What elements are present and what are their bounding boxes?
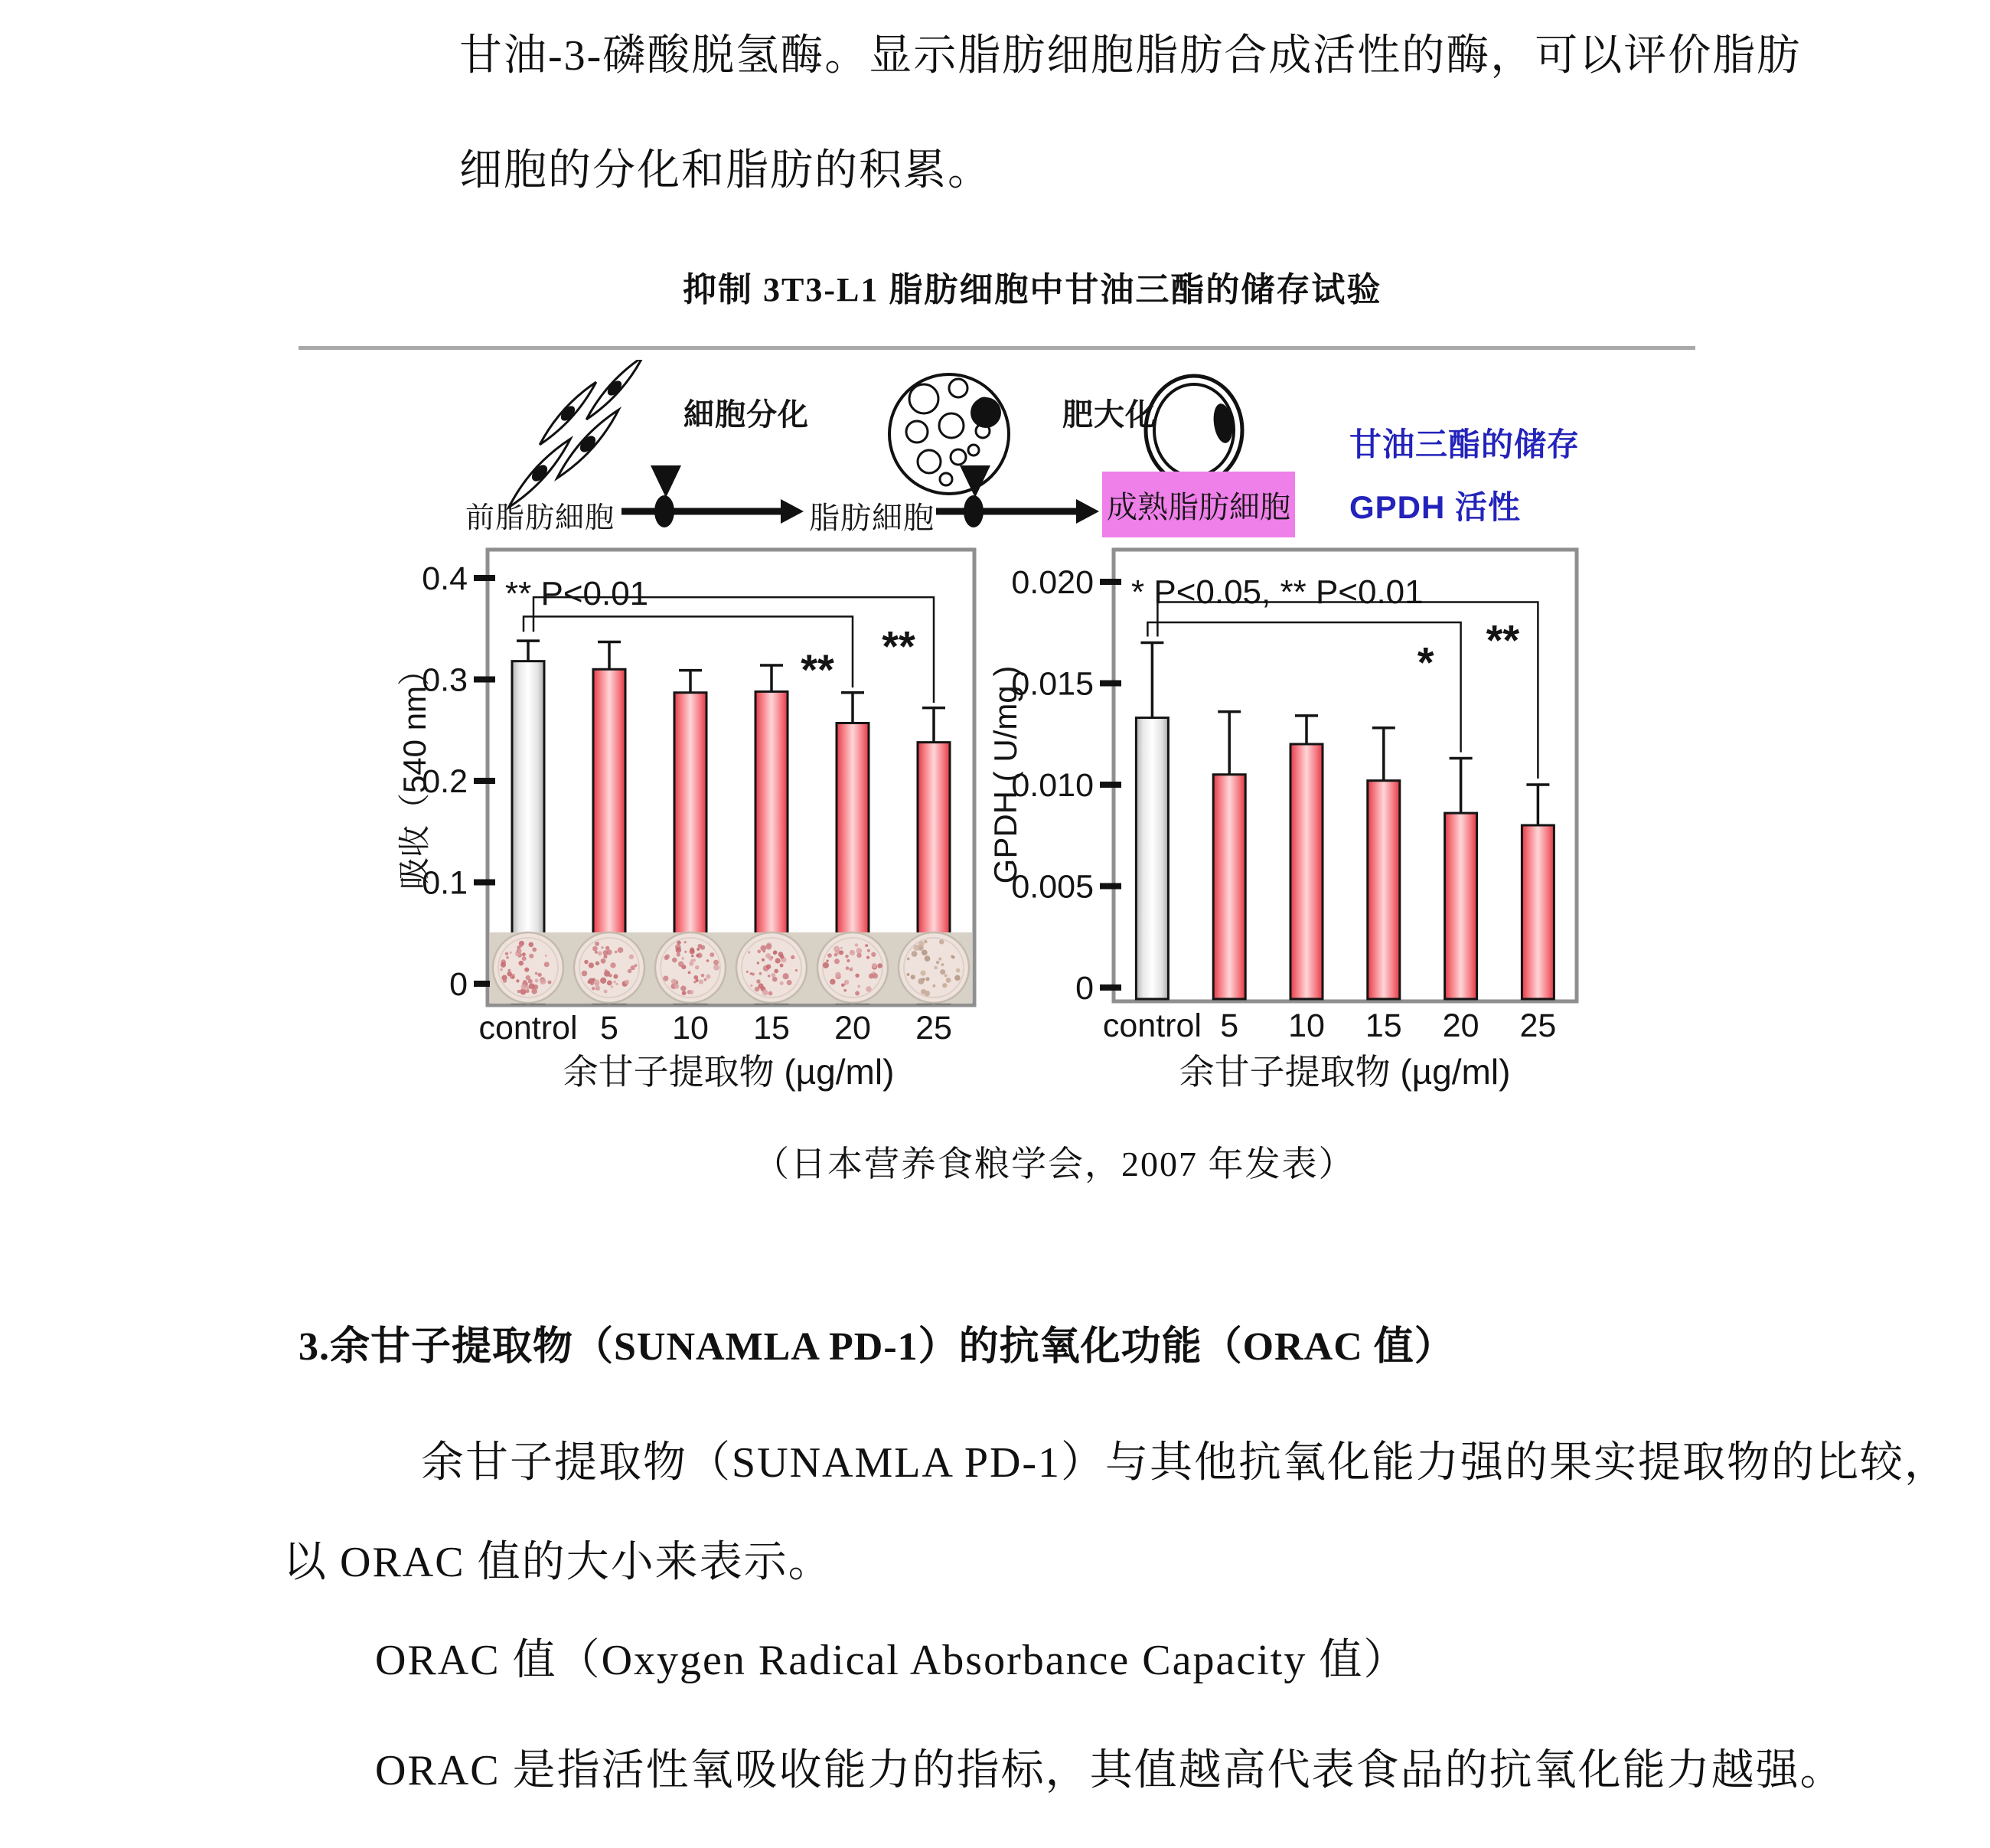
dish-speckle — [780, 981, 784, 985]
dish-speckle — [701, 974, 705, 978]
dish-speckle — [600, 978, 606, 984]
dish-speckle — [846, 966, 850, 970]
dish-speckle — [615, 983, 618, 985]
dish-speckle — [582, 971, 588, 977]
dish-speckle — [941, 963, 944, 966]
dish-speckle — [681, 957, 683, 959]
dish-speckle — [663, 975, 668, 981]
dish-speckle — [850, 967, 853, 969]
dish-speckle — [607, 981, 612, 986]
dish-speckle — [618, 947, 624, 953]
dish-speckle — [683, 941, 686, 943]
dish-speckle — [939, 939, 944, 945]
y-axis-title: GPDH ( U/mg ) — [987, 665, 1023, 884]
dish-speckle — [615, 951, 618, 954]
dish-speckle — [855, 991, 860, 996]
dish-speckle — [522, 956, 527, 961]
dish-speckle — [748, 951, 750, 953]
dish-speckle — [850, 950, 853, 953]
dish-speckle — [528, 942, 533, 948]
x-axis-title: 余甘子提取物 (µg/ml) — [1179, 1052, 1511, 1092]
paragraph-line-4: 以 ORAC 值的大小来表示。 — [283, 1539, 833, 1586]
dish-speckle — [544, 962, 550, 967]
dish-speckle — [594, 980, 599, 985]
arrow2-label: 肥大化 — [1062, 398, 1156, 432]
dish-speckle — [783, 973, 789, 979]
dish-speckle — [628, 969, 631, 973]
dish-speckle — [938, 958, 941, 961]
dish-speckle — [696, 954, 700, 958]
dish-speckle — [674, 984, 679, 989]
dish-speckle — [757, 962, 759, 964]
dish-speckle — [595, 962, 600, 966]
y-axis-tick — [1100, 681, 1121, 687]
dish-speckle — [780, 955, 785, 959]
dish-speckle — [507, 971, 511, 976]
x-tick-label: 10 — [672, 1010, 709, 1046]
dish-speckle — [677, 952, 680, 956]
dish-speckle — [787, 980, 792, 985]
y-tick-label: 0.1 — [422, 864, 468, 902]
y-axis-tick — [474, 778, 495, 784]
dish-speckle — [944, 975, 948, 978]
dish-speckle — [911, 975, 915, 979]
dish-speckle — [500, 968, 503, 971]
dish-speckle — [823, 962, 829, 968]
dish-speckle — [595, 951, 598, 954]
dish-speckle — [791, 955, 794, 959]
paragraph-line-5: ORAC 值（Oxygen Radical Absorbance Capacity 值） — [375, 1637, 1408, 1684]
dish-speckle — [771, 956, 773, 958]
significance-stars: ** — [1486, 615, 1520, 664]
dish-speckle — [690, 948, 694, 952]
y-axis-tick — [1100, 579, 1121, 585]
dish-speckle — [608, 974, 612, 978]
y-axis-tick — [1100, 883, 1121, 890]
dish-speckle — [523, 980, 527, 984]
dish-speckle — [839, 950, 843, 955]
dish-speckle — [873, 965, 876, 968]
stage1-label: 前脂肪細胞 — [465, 502, 615, 534]
dish-speckle — [548, 981, 552, 984]
stage3-highlighted-label: 成熟脂肪細胞 — [1102, 472, 1295, 537]
x-tick-label: 25 — [915, 1010, 952, 1046]
dish-speckle — [592, 987, 595, 991]
dish-speckle — [760, 945, 766, 952]
dish-speckle — [932, 984, 935, 988]
dish-speckle — [830, 979, 836, 985]
y-axis-tick — [474, 880, 495, 886]
dish-speckle — [757, 949, 761, 953]
x-tick-label: 20 — [834, 1010, 871, 1046]
dish-speckle — [524, 968, 529, 972]
x-tick-label: 5 — [600, 1010, 618, 1046]
dish-speckle — [756, 979, 760, 983]
dish-speckle — [689, 962, 693, 966]
dish-speckle — [768, 991, 773, 996]
dish-speckle — [775, 958, 781, 963]
dish-speckle — [526, 990, 530, 994]
dish-speckle — [925, 955, 931, 962]
dish-speckle — [750, 984, 752, 987]
x-tick-label: 15 — [1365, 1007, 1402, 1044]
dish-speckle — [844, 980, 849, 984]
dish-speckle — [765, 944, 772, 950]
differentiation-arrow — [621, 465, 804, 527]
dish-speckle — [512, 976, 514, 978]
figure-top-divider — [298, 346, 1695, 350]
dish-speckle — [693, 975, 698, 980]
paragraph-line-6: ORAC 是指活性氧吸收能力的指标，其值越高代表食品的抗氧化能力越强。 — [375, 1747, 1845, 1794]
bar-10 — [1290, 744, 1323, 999]
dish-speckle — [501, 962, 506, 968]
outcome-label-gpdh: GPDH 活性 — [1349, 489, 1522, 525]
x-tick-label: 15 — [753, 1010, 790, 1046]
dish-speckle — [613, 974, 618, 978]
dish-speckle — [918, 941, 925, 947]
dish-speckle — [505, 952, 509, 956]
figure-caption: （日本营养食粮学会，2007 年发表） — [754, 1144, 1355, 1184]
dish-speckle — [688, 971, 691, 975]
dish-speckle — [857, 985, 860, 988]
dish-speckle — [610, 962, 615, 968]
dish-speckle — [834, 946, 840, 952]
adipocyte-cell-icon — [889, 374, 1009, 494]
arrow2-dot-marker — [964, 495, 984, 527]
dish-speckle — [907, 973, 910, 976]
dish-speckle — [855, 943, 859, 947]
dish-speckle — [589, 962, 594, 968]
y-tick-label: 0.2 — [422, 763, 468, 800]
dish-speckle — [922, 949, 928, 955]
dish-speckle — [671, 979, 677, 984]
dish-speckle — [678, 962, 683, 967]
bar-15 — [1368, 781, 1400, 999]
dish-speckle — [759, 972, 762, 975]
y-tick-label: 0.015 — [1011, 665, 1094, 703]
dish-speckle — [942, 983, 947, 988]
dish-speckle — [522, 952, 526, 956]
dish-speckle — [611, 985, 613, 988]
y-axis-tick — [474, 677, 495, 683]
dish-speckle — [535, 972, 538, 975]
dish-speckle — [877, 963, 882, 968]
dish-speckle — [936, 961, 939, 964]
y-tick-label: 0.4 — [422, 560, 468, 597]
dish-speckle — [713, 965, 719, 971]
bar-20 — [1445, 813, 1477, 999]
significance-stars: ** — [801, 645, 834, 694]
dish-speckle — [592, 946, 598, 952]
dish-speckle — [528, 979, 533, 984]
dish-speckle — [518, 949, 522, 953]
x-axis-title: 余甘子提取物 (µg/ml) — [563, 1052, 895, 1092]
x-tick-label: 10 — [1288, 1007, 1325, 1044]
dish-speckle — [529, 954, 533, 958]
dish-speckle — [845, 955, 849, 958]
dish-speckle — [925, 977, 929, 981]
y-tick-label: 0.3 — [422, 661, 468, 699]
y-tick-label: 0 — [1075, 970, 1094, 1007]
dish-speckle — [856, 948, 863, 954]
dish-speckle — [545, 955, 547, 957]
dish-speckle — [676, 947, 681, 952]
bar-control — [1136, 718, 1168, 999]
dish-speckle — [629, 955, 634, 959]
arrow1-label: 細胞分化 — [683, 398, 809, 432]
pvalue-annotation: ** P<0.01 — [505, 575, 649, 612]
dish-speckle — [695, 965, 699, 969]
dish-speckle — [827, 953, 832, 958]
y-axis-title: 吸收（540 nm） — [396, 653, 432, 890]
dish-speckle — [510, 952, 512, 954]
dish-speckle — [532, 948, 537, 952]
dish-speckle — [519, 945, 522, 948]
dish-speckle — [956, 968, 961, 973]
dish-speckle — [540, 978, 546, 984]
y-tick-label: 0 — [449, 966, 468, 1003]
dish-speckle — [672, 958, 677, 963]
x-tick-label: control — [478, 1010, 578, 1046]
dish-speckle — [866, 986, 872, 992]
dish-speckle — [934, 966, 938, 970]
dish-speckle — [595, 986, 600, 991]
dish-speckle — [952, 956, 955, 959]
paragraph-line-2: 细胞的分化和脂肪的积累。 — [459, 147, 992, 194]
dish-speckle — [682, 991, 687, 995]
dish-speckle — [604, 990, 608, 994]
dish-speckle — [665, 954, 670, 958]
dish-speckle — [762, 990, 768, 996]
dish-speckle — [746, 971, 749, 973]
dish-speckle — [521, 984, 527, 990]
y-axis-tick — [474, 575, 495, 581]
dish-speckle — [843, 989, 847, 992]
gpdh-bar-chart — [980, 534, 1646, 1124]
dish-speckle — [693, 958, 696, 962]
dish-speckle — [766, 964, 771, 968]
dish-speckle — [537, 973, 541, 977]
dish-speckle — [507, 969, 511, 972]
dish-speckle — [918, 978, 924, 984]
dish-speckle — [847, 959, 850, 962]
dish-speckle — [517, 990, 520, 993]
dish-speckle — [920, 970, 925, 975]
dish-speckle — [912, 951, 918, 957]
dish-speckle — [772, 977, 778, 982]
dish-speckle — [855, 974, 859, 978]
dish-speckle — [835, 972, 840, 978]
dish-speckle — [913, 945, 919, 951]
dish-speckle — [925, 991, 930, 996]
dish-speckle — [503, 979, 507, 983]
dish-speckle — [625, 980, 629, 984]
significance-stars: * — [1417, 638, 1434, 687]
dish-speckle — [603, 950, 608, 955]
dish-speckle — [871, 952, 876, 957]
dish-speckle — [924, 940, 927, 943]
dish-speckle — [697, 944, 702, 948]
preadipocyte-cells-icon — [504, 360, 647, 511]
dish-speckle — [907, 958, 910, 961]
arrow1-dot-marker — [654, 495, 674, 527]
dish-speckle — [834, 958, 840, 964]
dish-photo-25 — [899, 932, 969, 1003]
paragraph-line-3: 余甘子提取物（SUNAMLA PD-1）与其他抗氧化能力强的果实提取物的比较， — [421, 1439, 1949, 1487]
dish-speckle — [506, 956, 508, 958]
dish-speckle — [713, 960, 719, 965]
x-tick-label: 5 — [1220, 1007, 1239, 1044]
figure-title: 抑制 3T3-L1 脂肪细胞中甘油三酯的储存试验 — [683, 271, 1382, 309]
dish-speckle — [780, 964, 784, 968]
dish-speckle — [940, 969, 945, 975]
dish-speckle — [774, 969, 778, 974]
dish-speckle — [598, 952, 602, 956]
bar-25 — [1522, 825, 1554, 999]
dish-speckle — [535, 979, 539, 983]
dish-speckle — [750, 972, 752, 975]
dish-speckle — [773, 950, 777, 954]
dish-speckle — [601, 958, 606, 964]
dish-speckle — [613, 981, 615, 983]
dish-speckle — [865, 944, 868, 947]
dish-speckle — [518, 961, 524, 966]
dish-speckle — [826, 959, 828, 962]
dish-speckle — [768, 975, 770, 977]
dish-speckle — [755, 987, 759, 991]
dish-speckle — [710, 952, 714, 957]
dish-speckle — [601, 946, 603, 948]
stage2-label: 脂肪細胞 — [809, 501, 935, 535]
arrow1-triangle-marker — [651, 465, 681, 498]
section-heading: 3.余甘子提取物（SUNAMLA PD-1）的抗氧化功能（ORAC 值） — [298, 1325, 1455, 1369]
dish-speckle — [866, 956, 869, 959]
dish-speckle — [529, 983, 535, 989]
x-tick-label: 25 — [1519, 1007, 1557, 1044]
dish-speckle — [699, 980, 703, 984]
dish-speckle — [873, 973, 878, 978]
mature-adipocyte-icon — [1146, 376, 1242, 485]
dish-speckle — [706, 959, 710, 962]
dish-speckle — [762, 958, 765, 962]
paragraph-line-1: 甘油-3-磷酸脱氢酶。显示脂肪细胞脂肪合成活性的酶，可以评价脂肪 — [459, 32, 1802, 80]
dish-speckle — [946, 978, 951, 983]
significance-stars: ** — [882, 622, 915, 671]
dish-speckle — [867, 949, 870, 952]
dish-speckle — [677, 941, 680, 945]
dish-speckle — [704, 978, 707, 981]
dish-photo-20 — [817, 932, 888, 1003]
dish-speckle — [840, 947, 843, 949]
outcome-label-triglyceride: 甘油三酯的储存 — [1349, 426, 1581, 462]
y-tick-label: 0.020 — [1011, 564, 1094, 601]
pvalue-annotation: * P<0.05, ** P<0.01 — [1131, 573, 1424, 611]
dish-speckle — [680, 986, 686, 991]
y-axis-tick — [1100, 984, 1121, 991]
dish-speckle — [841, 984, 845, 988]
x-tick-label: 20 — [1442, 1007, 1479, 1044]
absorbance-bar-chart — [383, 534, 1003, 1124]
y-tick-label: 0.010 — [1011, 767, 1094, 804]
dish-speckle — [631, 965, 635, 970]
dish-speckle — [684, 951, 687, 953]
dish-speckle — [795, 969, 798, 971]
dish-speckle — [954, 975, 960, 981]
dish-speckle — [690, 990, 694, 994]
y-axis-tick — [1100, 782, 1121, 788]
dish-speckle — [595, 942, 599, 946]
dish-speckle — [590, 981, 595, 985]
y-tick-label: 0.005 — [1011, 868, 1094, 906]
dish-speckle — [584, 960, 588, 964]
bar-5 — [1213, 775, 1245, 999]
dish-speckle — [706, 975, 710, 979]
x-tick-label: control — [1102, 1007, 1202, 1044]
dish-speckle — [516, 979, 519, 982]
dish-speckle — [765, 953, 771, 958]
dish-speckle — [691, 955, 693, 957]
dish-speckle — [856, 953, 861, 958]
